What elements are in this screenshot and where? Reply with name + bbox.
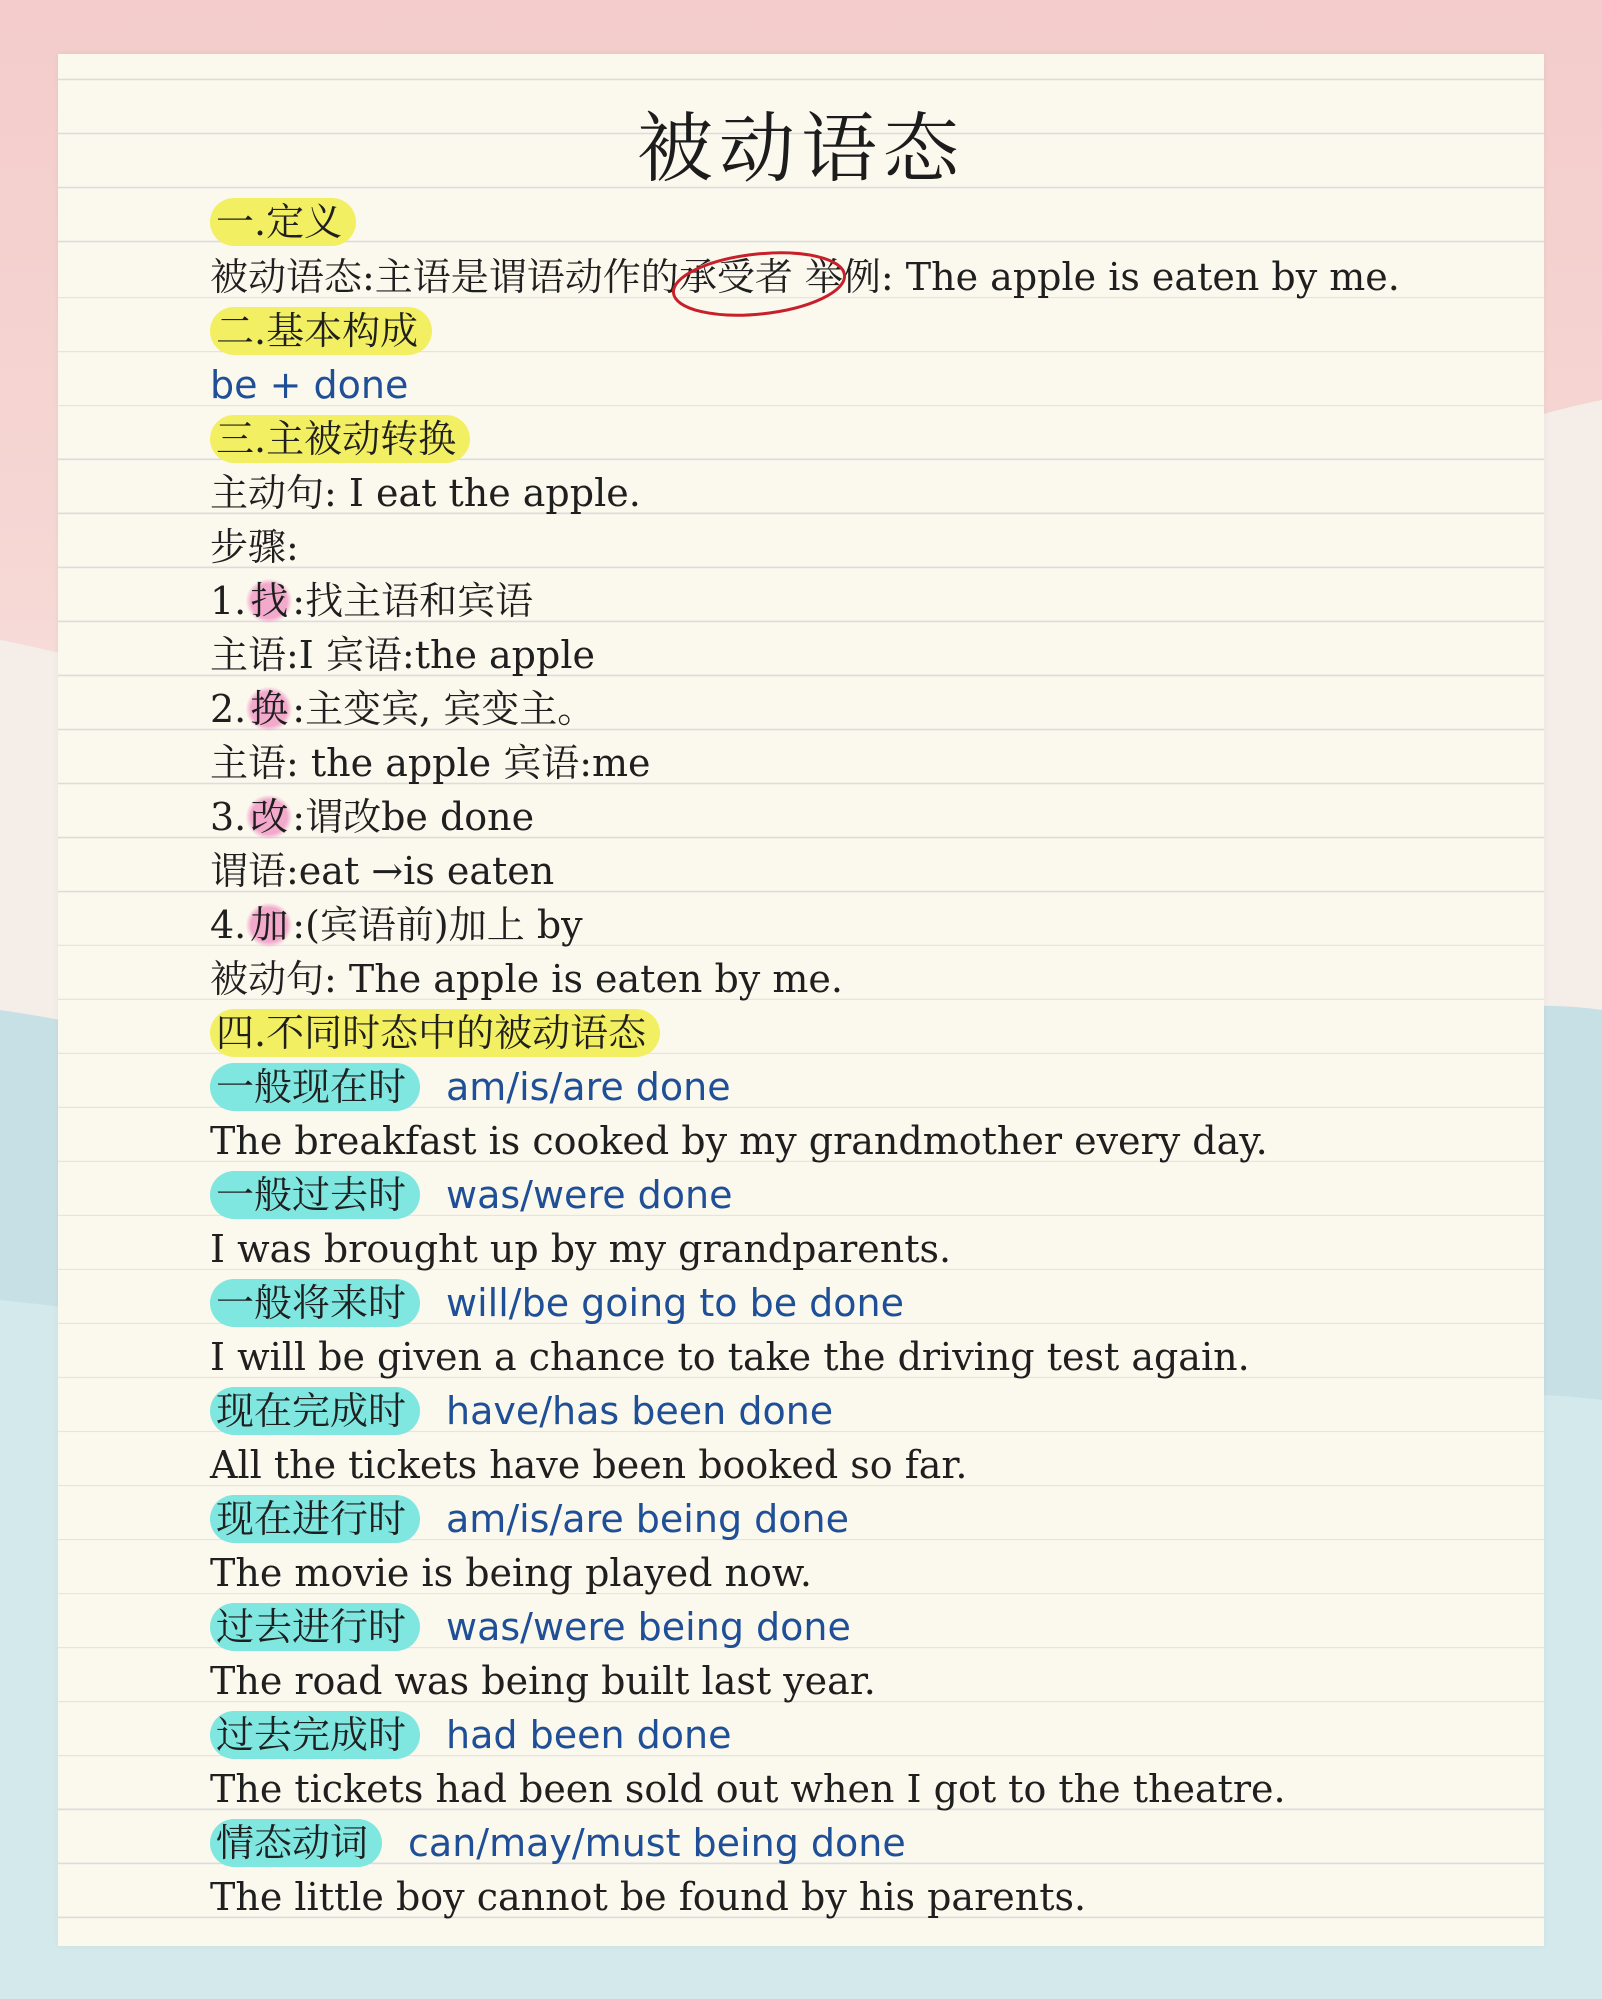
tense-row (210, 1168, 733, 1222)
step-1-example: 主语:I 宾语:the apple (210, 633, 595, 677)
step-2-number: 2. (210, 687, 247, 731)
step-4-text: :(宾语前)加上 by (292, 903, 583, 947)
tense-example: The road was being built last year. (210, 1659, 876, 1703)
step-2-text: :主变宾, 宾变主。 (292, 687, 596, 731)
tense-name: 过去完成时 (210, 1711, 420, 1759)
definition-text: 被动语态:主语是谓语动作的 (210, 255, 679, 299)
tense-example: The movie is being played now. (210, 1551, 813, 1595)
active-sentence: 主动句: I eat the apple. (210, 471, 641, 515)
tense-name: 一般将来时 (210, 1279, 420, 1327)
tense-formula: can/may/must being done (408, 1821, 906, 1865)
tense-name: 一般现在时 (210, 1063, 420, 1111)
tense-formula: had been done (446, 1713, 732, 1757)
tense-name: 现在进行时 (210, 1495, 420, 1543)
page-title: 被动语态 (637, 104, 965, 193)
circled-term-text: 承受者 (678, 255, 793, 299)
tense-row (210, 1600, 851, 1654)
section-2-heading-line (210, 304, 432, 358)
step-2 (210, 682, 595, 736)
step-2-example: 主语: the apple 宾语:me (210, 741, 651, 785)
tense-formula: have/has been done (446, 1389, 834, 1433)
tense-row (210, 1492, 849, 1546)
circled-term (679, 255, 793, 299)
step-1 (210, 574, 533, 628)
section-1-heading-line (210, 195, 356, 249)
tense-row (210, 1384, 833, 1438)
section-3-heading-line (210, 412, 470, 466)
tense-name: 现在完成时 (210, 1387, 420, 1435)
tense-example: I will be given a chance to take the driving test again. (210, 1335, 1250, 1379)
tense-name: 情态动词 (210, 1819, 382, 1867)
tense-row (210, 1816, 906, 1870)
tense-formula: will/be going to be done (446, 1281, 905, 1325)
step-3-example: 谓语:eat →is eaten (210, 849, 555, 893)
step-2-keyword: 换 (246, 687, 292, 731)
tense-example: The little boy cannot be found by his parents. (210, 1875, 1087, 1919)
step-4-keyword: 加 (246, 903, 292, 947)
tense-formula: was/were done (446, 1173, 733, 1217)
tense-name: 一般过去时 (210, 1171, 420, 1219)
step-1-number: 1. (210, 579, 247, 623)
tense-formula: was/were being done (446, 1605, 851, 1649)
passive-sentence: 被动句: The apple is eaten by me. (210, 957, 843, 1001)
step-3-number: 3. (210, 795, 247, 839)
steps-label: 步骤: (210, 525, 299, 569)
tense-formula: am/is/are being done (446, 1497, 849, 1541)
step-3-text: :谓改be done (292, 795, 535, 839)
tense-name: 过去进行时 (210, 1603, 420, 1651)
tense-row (210, 1708, 731, 1762)
section-2-heading: 二.基本构成 (210, 307, 432, 355)
definition-line (210, 250, 1400, 304)
tense-row (210, 1060, 731, 1114)
section-1-heading: 一.定义 (210, 198, 356, 246)
step-1-text: :找主语和宾语 (292, 579, 534, 623)
tense-example: I was brought up by my grandparents. (210, 1227, 952, 1271)
tense-example: The breakfast is cooked by my grandmother every day. (210, 1119, 1268, 1163)
section-4-heading-line (210, 1006, 660, 1060)
step-3-keyword: 改 (246, 795, 292, 839)
step-4 (210, 898, 583, 952)
tense-row (210, 1276, 904, 1330)
definition-example: 举例: The apple is eaten by me. (792, 255, 1400, 299)
step-3 (210, 790, 534, 844)
basic-formula: be + done (210, 363, 409, 407)
tense-example: All the tickets have been booked so far. (210, 1443, 968, 1487)
step-4-number: 4. (210, 903, 247, 947)
section-3-heading: 三.主被动转换 (210, 415, 470, 463)
section-4-heading: 四.不同时态中的被动语态 (210, 1009, 660, 1057)
tense-example: The tickets had been sold out when I got to the theatre. (210, 1767, 1286, 1811)
tense-formula: am/is/are done (446, 1065, 731, 1109)
step-1-keyword: 找 (246, 579, 292, 623)
